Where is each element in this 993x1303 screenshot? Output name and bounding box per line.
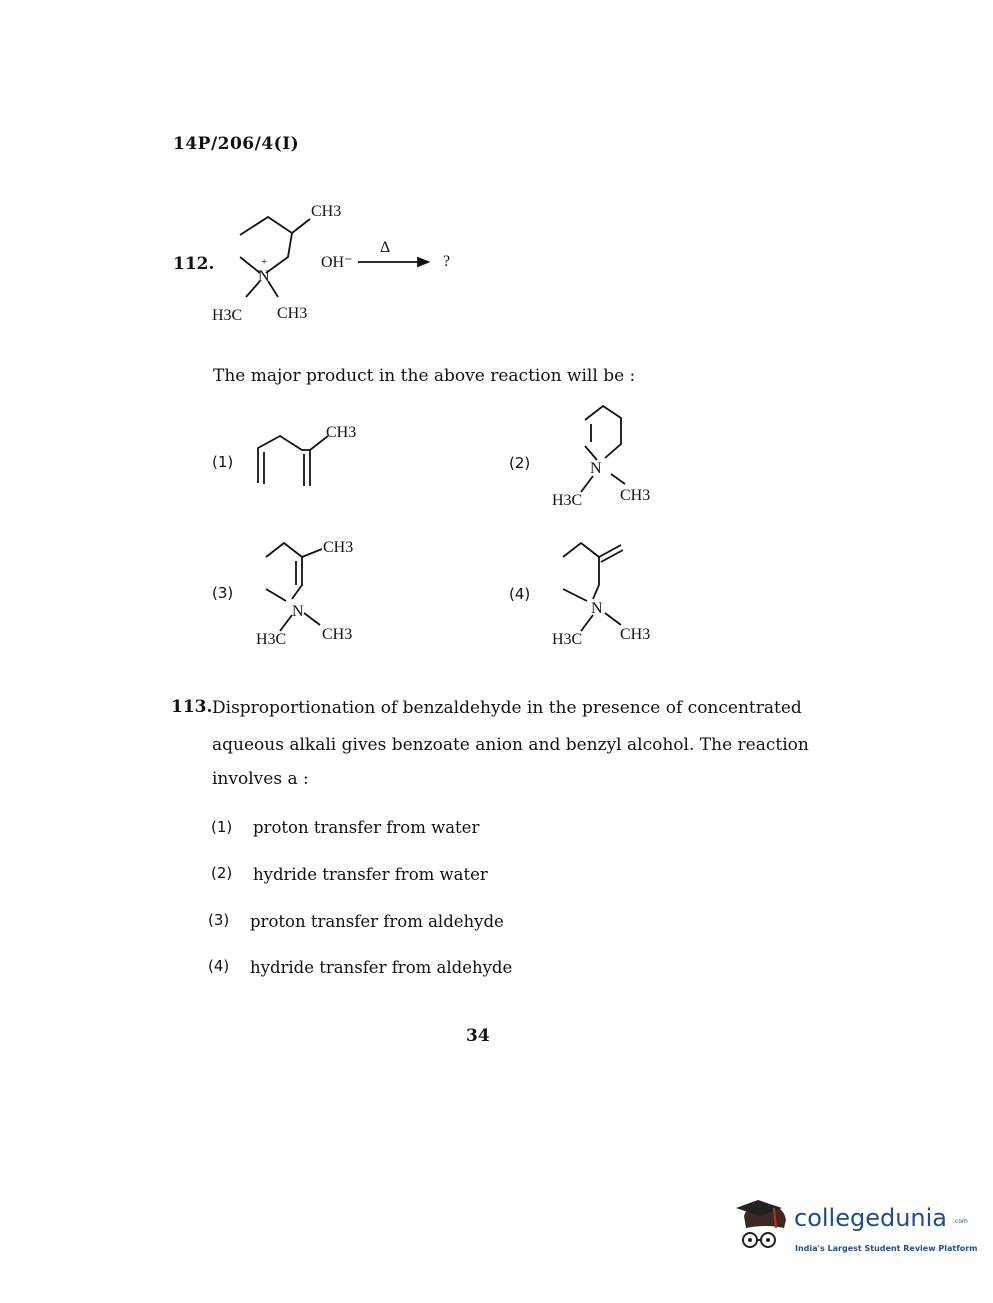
q113-text-line-2: aqueous alkali gives benzoate anion and benzyl alcohol. The reaction	[212, 735, 809, 755]
q113-option-3-text: proton transfer from aldehyde	[250, 912, 504, 931]
q112-option-3-label: (3)	[212, 584, 234, 602]
q112-option-1-label: (1)	[212, 453, 234, 471]
q112-option-3-h3c: H3C	[256, 631, 287, 648]
q112-option-2-ch3: CH3	[620, 487, 651, 504]
q112-reactant-n-charge: +	[261, 256, 268, 268]
reactant-methyl-bond	[292, 219, 310, 233]
q112-reactant-structure	[230, 205, 310, 295]
q113-option-4-text: hydride transfer from aldehyde	[250, 958, 513, 977]
q113-option-3-label: (3)	[208, 911, 230, 929]
q113-option-4-label: (4)	[208, 957, 230, 975]
q112-reactant-ch3-bottom: CH3	[277, 305, 308, 322]
q113-number: 113.	[171, 697, 213, 717]
q112-option-2-structure	[575, 400, 645, 495]
q112-option-3-ch3-top: CH3	[323, 539, 354, 556]
q112-option-2-label: (2)	[509, 454, 531, 472]
q112-reactant-ch3-top: CH3	[311, 203, 342, 220]
q112-option-4-label: (4)	[509, 585, 531, 603]
q112-reactant-h3c: H3C	[212, 307, 243, 324]
paper-code: 14P/206/4(I)	[173, 134, 300, 154]
q112-reactant-n: N	[258, 268, 270, 285]
collegedunia-logo-icon	[736, 1198, 794, 1258]
q112-reagent: OH⁻	[321, 254, 353, 271]
collegedunia-brand: collegedunia	[794, 1204, 948, 1232]
q112-option-3-ch3: CH3	[322, 626, 353, 643]
q112-option-1-ch3: CH3	[326, 424, 357, 441]
q112-unknown-product: ?	[443, 253, 451, 270]
q112-number: 112.	[173, 254, 215, 274]
reaction-arrow	[358, 257, 430, 267]
q112-option-2-n: N	[590, 460, 602, 477]
q113-text-line-1: Disproportionation of benzaldehyde in the presence of concentrated	[212, 698, 802, 718]
q113-option-1-text: proton transfer from water	[253, 818, 480, 837]
q113-option-2-label: (2)	[211, 864, 233, 882]
q112-option-2-h3c: H3C	[552, 492, 583, 509]
q113-text-line-3: involves a :	[212, 769, 309, 789]
q113-option-1-label: (1)	[211, 818, 233, 836]
q112-option-4-ch3: CH3	[620, 626, 651, 643]
page-number: 34	[466, 1026, 490, 1046]
q112-heat-symbol: Δ	[380, 239, 391, 256]
q112-prompt: The major product in the above reaction will be :	[213, 366, 636, 386]
q112-option-4-n: N	[591, 600, 603, 617]
q112-option-4-h3c: H3C	[552, 631, 583, 648]
collegedunia-tagline: India's Largest Student Review Platform	[795, 1244, 978, 1253]
collegedunia-brand-suffix: .com	[953, 1218, 968, 1225]
q112-option-3-n: N	[292, 603, 304, 620]
q113-option-2-text: hydride transfer from water	[253, 865, 488, 884]
